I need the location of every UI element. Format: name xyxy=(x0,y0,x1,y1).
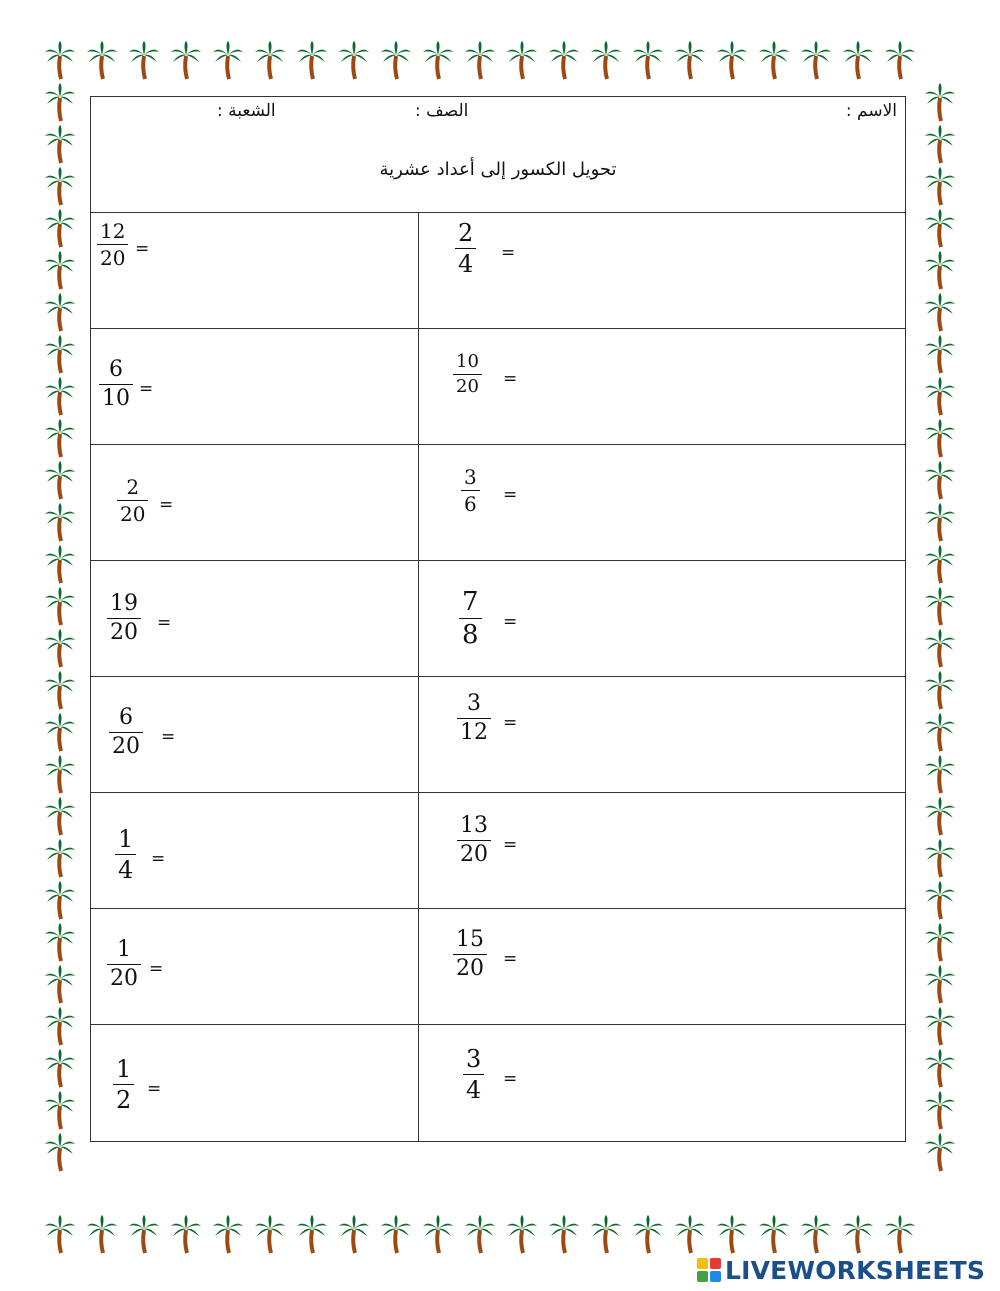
palm-tree-icon xyxy=(45,502,75,542)
palm-tree-icon xyxy=(465,1214,495,1254)
palm-tree-icon xyxy=(925,1090,955,1130)
palm-tree-icon xyxy=(45,796,75,836)
palm-tree-icon xyxy=(45,208,75,248)
palm-tree-icon xyxy=(507,40,537,80)
fraction-numerator: 1 xyxy=(117,937,131,962)
right-fraction xyxy=(463,1047,484,1102)
palm-tree-icon xyxy=(45,922,75,962)
answer-cell-right[interactable] xyxy=(419,213,905,328)
palm-tree-icon xyxy=(45,754,75,794)
palm-tree-icon xyxy=(549,1214,579,1254)
equals-sign: = xyxy=(147,1078,162,1099)
answer-cell-right[interactable] xyxy=(419,329,905,444)
table-row xyxy=(91,909,905,1025)
palm-tree-icon xyxy=(297,1214,327,1254)
left-fraction xyxy=(113,1057,134,1112)
fraction-numerator: 2 xyxy=(126,475,140,499)
table-row xyxy=(91,561,905,677)
equals-sign: = xyxy=(149,958,164,979)
fraction-numerator: 2 xyxy=(458,219,474,247)
table-row xyxy=(91,793,905,909)
fraction-denominator: 2 xyxy=(116,1086,132,1114)
right-fraction xyxy=(453,929,487,980)
left-fraction xyxy=(115,827,136,882)
fraction-bar xyxy=(457,718,491,719)
palm-tree-icon xyxy=(45,334,75,374)
palm-tree-icon xyxy=(925,922,955,962)
fraction-denominator: 20 xyxy=(110,966,138,991)
palm-tree-icon xyxy=(925,712,955,752)
palm-tree-icon xyxy=(381,1214,411,1254)
fraction-bar xyxy=(107,618,141,619)
left-fraction xyxy=(99,359,133,410)
palm-tree-icon xyxy=(129,1214,159,1254)
fraction-table xyxy=(91,213,905,1141)
palm-tree-icon xyxy=(381,40,411,80)
answer-cell-right[interactable] xyxy=(419,793,905,908)
equals-sign: = xyxy=(503,612,518,633)
fraction-bar xyxy=(107,964,141,965)
palm-tree-icon xyxy=(45,250,75,290)
palm-tree-icon xyxy=(801,40,831,80)
right-fraction xyxy=(455,221,476,276)
palm-tree-icon xyxy=(45,1048,75,1088)
equals-sign: = xyxy=(503,369,518,390)
palm-tree-icon xyxy=(925,334,955,374)
palm-tree-icon xyxy=(507,1214,537,1254)
palm-tree-icon xyxy=(843,1214,873,1254)
fraction-bar xyxy=(453,954,487,955)
palm-tree-icon xyxy=(925,166,955,206)
answer-cell-left[interactable] xyxy=(91,793,418,908)
palm-tree-icon xyxy=(45,166,75,206)
table-row xyxy=(91,677,905,793)
fraction-bar xyxy=(457,840,491,841)
table-row xyxy=(91,213,905,329)
equals-sign: = xyxy=(159,495,174,515)
left-fraction xyxy=(117,477,148,524)
fraction-numerator: 1 xyxy=(116,1055,132,1083)
palm-tree-icon xyxy=(633,40,663,80)
fraction-denominator: 20 xyxy=(456,956,484,981)
equals-sign: = xyxy=(139,378,154,399)
palm-tree-icon xyxy=(885,1214,915,1254)
fraction-numerator: 10 xyxy=(456,351,479,372)
palm-tree-icon xyxy=(591,40,621,80)
palm-tree-icon xyxy=(45,460,75,500)
fraction-numerator: 7 xyxy=(462,587,479,617)
palm-tree-icon xyxy=(925,124,955,164)
palm-tree-icon xyxy=(45,838,75,878)
fraction-numerator: 19 xyxy=(110,591,138,616)
fraction-bar xyxy=(463,1074,484,1075)
palm-tree-icon xyxy=(925,754,955,794)
palm-tree-icon xyxy=(759,40,789,80)
fraction-bar xyxy=(109,732,143,733)
palm-tree-icon xyxy=(255,40,285,80)
fraction-denominator: 20 xyxy=(460,842,488,867)
palm-tree-icon xyxy=(339,1214,369,1254)
palm-tree-icon xyxy=(925,418,955,458)
liveworksheets-logo xyxy=(697,1253,985,1287)
fraction-numerator: 3 xyxy=(464,465,477,489)
palm-tree-icon xyxy=(925,1132,955,1172)
palm-tree-icon xyxy=(591,1214,621,1254)
fraction-bar xyxy=(99,384,133,385)
palm-tree-icon xyxy=(213,40,243,80)
palm-tree-icon xyxy=(925,502,955,542)
palm-tree-icon xyxy=(45,1006,75,1046)
fraction-denominator: 6 xyxy=(464,492,477,516)
fraction-numerator: 6 xyxy=(109,357,123,382)
answer-cell-right[interactable] xyxy=(419,909,905,1024)
palm-tree-icon xyxy=(171,1214,201,1254)
fraction-bar xyxy=(113,1084,134,1085)
fraction-numerator: 13 xyxy=(460,813,488,838)
palm-tree-icon xyxy=(925,838,955,878)
palm-tree-icon xyxy=(45,82,75,122)
palm-tree-icon xyxy=(675,1214,705,1254)
palm-tree-icon xyxy=(45,544,75,584)
palm-tree-icon xyxy=(843,40,873,80)
palm-tree-icon xyxy=(45,376,75,416)
palm-tree-icon xyxy=(549,40,579,80)
palm-tree-icon xyxy=(925,628,955,668)
name-label: الاسم : xyxy=(845,101,897,121)
palm-tree-icon xyxy=(45,40,75,80)
palm-tree-icon xyxy=(45,628,75,668)
equals-sign: = xyxy=(503,485,518,505)
palm-tree-icon xyxy=(759,1214,789,1254)
palm-tree-icon xyxy=(925,1048,955,1088)
fraction-numerator: 15 xyxy=(456,927,484,952)
equals-sign: = xyxy=(135,239,150,259)
palm-tree-icon xyxy=(339,40,369,80)
equals-sign: = xyxy=(157,612,172,633)
palm-tree-icon xyxy=(633,1214,663,1254)
palm-tree-icon xyxy=(925,670,955,710)
palm-tree-icon xyxy=(45,712,75,752)
answer-cell-right[interactable] xyxy=(419,445,905,560)
worksheet xyxy=(90,96,906,1142)
fraction-denominator: 20 xyxy=(120,502,146,526)
answer-cell-right[interactable] xyxy=(419,677,905,792)
watermark-text: LIVEWORKSHEETS xyxy=(725,1255,986,1285)
right-fraction xyxy=(453,353,482,396)
fraction-numerator: 6 xyxy=(119,705,133,730)
palm-tree-icon xyxy=(925,82,955,122)
fraction-bar xyxy=(115,854,136,855)
table-row xyxy=(91,1025,905,1141)
palm-tree-icon xyxy=(717,1214,747,1254)
palm-tree-icon xyxy=(45,124,75,164)
fraction-denominator: 20 xyxy=(112,734,140,759)
palm-tree-icon xyxy=(925,250,955,290)
palm-tree-icon xyxy=(45,964,75,1004)
fraction-denominator: 4 xyxy=(458,250,474,278)
palm-tree-icon xyxy=(87,40,117,80)
fraction-bar xyxy=(117,500,148,501)
fraction-numerator: 3 xyxy=(466,1045,482,1073)
left-fraction xyxy=(109,707,143,758)
palm-tree-icon xyxy=(129,40,159,80)
palm-tree-icon xyxy=(45,1132,75,1172)
right-fraction xyxy=(461,467,480,514)
right-fraction xyxy=(457,815,491,866)
palm-tree-icon xyxy=(297,40,327,80)
palm-tree-icon xyxy=(171,40,201,80)
page-title: تحويل الكسور إلى أعداد عشرية xyxy=(379,159,617,180)
equals-sign: = xyxy=(503,1068,518,1089)
logo-mark-icon xyxy=(697,1258,721,1282)
fraction-numerator: 1 xyxy=(118,825,134,853)
fraction-denominator: 20 xyxy=(100,246,126,270)
palm-tree-icon xyxy=(925,796,955,836)
fraction-numerator: 3 xyxy=(467,691,481,716)
left-fraction xyxy=(97,221,128,268)
fraction-numerator: 12 xyxy=(100,219,126,243)
equals-sign: = xyxy=(161,726,176,747)
worksheet-header xyxy=(91,97,905,213)
equals-sign: = xyxy=(503,712,518,733)
palm-tree-icon xyxy=(925,376,955,416)
fraction-denominator: 10 xyxy=(102,386,130,411)
palm-tree-icon xyxy=(465,40,495,80)
fraction-denominator: 20 xyxy=(110,620,138,645)
palm-tree-icon xyxy=(925,208,955,248)
palm-tree-icon xyxy=(423,1214,453,1254)
equals-sign: = xyxy=(503,834,518,855)
palm-tree-icon xyxy=(925,964,955,1004)
answer-cell-left[interactable] xyxy=(91,1025,418,1141)
palm-tree-icon xyxy=(885,40,915,80)
table-row xyxy=(91,329,905,445)
palm-tree-icon xyxy=(45,586,75,626)
fraction-bar xyxy=(455,248,476,249)
palm-tree-icon xyxy=(925,1006,955,1046)
palm-tree-icon xyxy=(925,544,955,584)
palm-tree-icon xyxy=(925,292,955,332)
palm-tree-icon xyxy=(213,1214,243,1254)
fraction-denominator: 12 xyxy=(460,720,488,745)
palm-tree-icon xyxy=(925,586,955,626)
fraction-bar xyxy=(97,244,128,245)
left-fraction xyxy=(107,939,141,990)
palm-tree-icon xyxy=(925,880,955,920)
fraction-bar xyxy=(453,374,482,375)
palm-tree-icon xyxy=(675,40,705,80)
palm-tree-icon xyxy=(45,670,75,710)
fraction-denominator: 4 xyxy=(466,1076,482,1104)
class-label: الصف : xyxy=(415,101,469,121)
palm-tree-icon xyxy=(45,418,75,458)
answer-cell-right[interactable] xyxy=(419,1025,905,1141)
right-fraction xyxy=(457,693,491,744)
palm-tree-icon xyxy=(45,880,75,920)
fraction-bar xyxy=(459,618,482,619)
palm-tree-icon xyxy=(717,40,747,80)
answer-cell-right[interactable] xyxy=(419,561,905,676)
palm-tree-icon xyxy=(255,1214,285,1254)
equals-sign: = xyxy=(501,242,516,263)
palm-tree-icon xyxy=(801,1214,831,1254)
fraction-denominator: 8 xyxy=(462,620,479,650)
equals-sign: = xyxy=(503,948,518,969)
palm-tree-icon xyxy=(87,1214,117,1254)
palm-tree-icon xyxy=(45,1090,75,1130)
fraction-denominator: 4 xyxy=(118,856,134,884)
palm-tree-icon xyxy=(925,460,955,500)
right-fraction xyxy=(459,589,482,648)
table-row xyxy=(91,445,905,561)
section-label: الشعبة : xyxy=(217,101,276,121)
palm-tree-icon xyxy=(45,1214,75,1254)
palm-tree-icon xyxy=(423,40,453,80)
answer-cell-left[interactable] xyxy=(91,213,418,328)
left-fraction xyxy=(107,593,141,644)
fraction-denominator: 20 xyxy=(456,376,479,397)
palm-tree-icon xyxy=(45,292,75,332)
equals-sign: = xyxy=(151,848,166,869)
fraction-bar xyxy=(461,490,480,491)
